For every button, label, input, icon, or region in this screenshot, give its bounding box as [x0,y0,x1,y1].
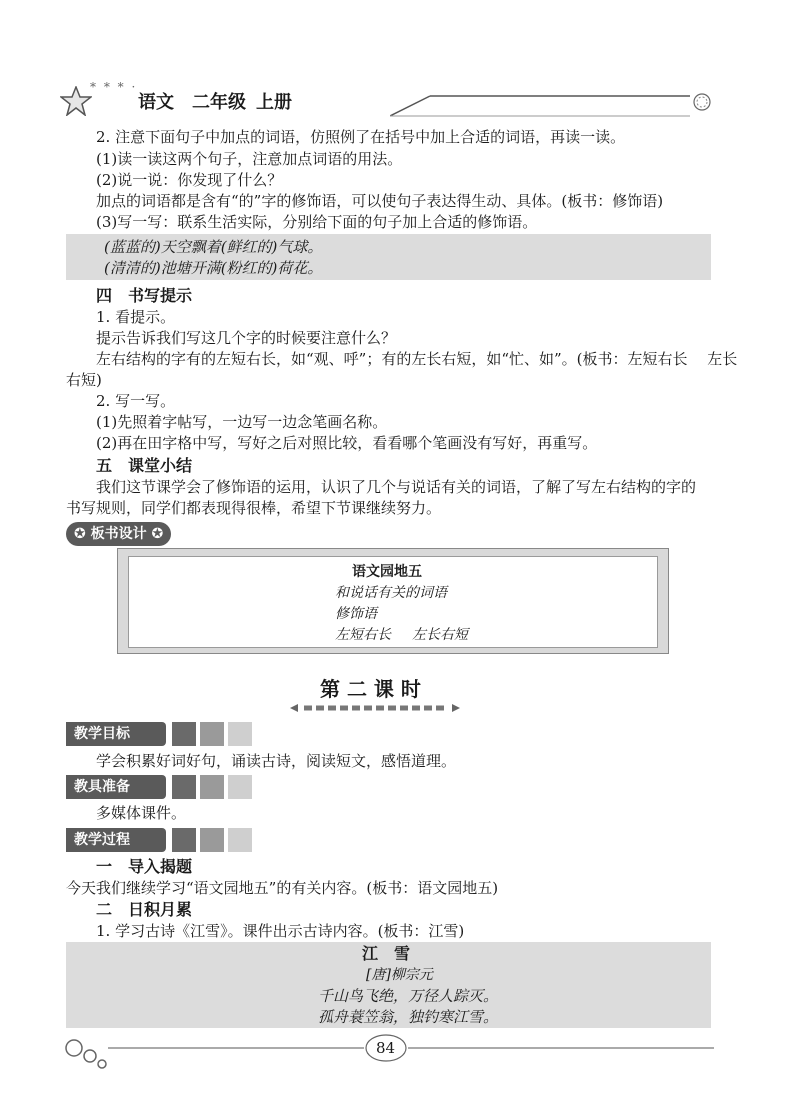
lesson2-s1-heading: 一 导入揭题 [96,857,193,876]
goal-label: 教学目标 [66,722,166,746]
board-title: 语文园地五 [352,564,422,580]
label-square [200,722,224,746]
lesson2-title: 第 二 课 时 [320,677,421,701]
exercise2-step2: (2)说一说：你发现了什么？ [96,171,283,189]
lesson2-s1-text: 今天我们继续学习“语文园地五”的有关内容。(板书：语文园地五) [66,879,499,897]
section4-item2: 2. 写一写。 [96,392,176,410]
exercise2-explain: 加点的词语都是含有“的”字的修饰语，可以使句子表达得生动、具体。(板书：修饰语) [96,192,664,210]
example-line: (蓝蓝的)天空飘着(鲜红的)气球。 [104,238,323,256]
process-label: 教学过程 [66,828,166,852]
star-icon [60,86,92,116]
label-square [228,775,252,799]
exercise2-step1: (1)读一读这两个句子，注意加点词语的用法。 [96,150,403,168]
section4-answer: 左右结构的字有的左短右长，如“观、呼”；有的左长右短，如“忙、如”。(板书：左短右长 左长 [96,350,738,368]
section4-heading: 四 书写提示 [96,286,193,305]
page-number: 84 [376,1039,396,1057]
label-square [172,828,196,852]
board-line: 和说话有关的词语 [335,585,447,601]
label-square [200,828,224,852]
poem-line: 孤舟蓑笠翁，独钓寒江雪。 [318,1008,499,1026]
poem-title: 江 雪 [362,944,411,963]
label-square [200,775,224,799]
title-underline [290,702,460,716]
lesson2-s2-heading: 二 日积月累 [96,900,193,919]
section5-para: 我们这节课学会了修饰语的运用，认识了几个与说话有关的词语，了解了写左右结构的字的 [96,478,697,496]
label-square [172,722,196,746]
exercise2-step3: (3)写一写：联系生活实际，分别给下面的句子加上合适的修饰语。 [96,213,538,231]
lesson2-s2-item: 1. 学习古诗《江雪》。课件出示古诗内容。(板书：江雪) [96,922,465,940]
poem-line: 千山鸟飞绝，万径人踪灭。 [318,987,499,1005]
header-grade: 二年级 [192,92,246,113]
board-line: 修饰语 [335,606,377,622]
section5-para-cont: 书写规则，同学们都表现得很棒，希望下节课继续努力。 [66,499,442,517]
section4-step2: (2)再在田字格中写，写好之后对照比较，看看哪个笔画没有写好，再重写。 [96,434,598,452]
section4-answer-cont: 右短) [66,371,102,389]
dots-decoration: * * * · [90,80,138,94]
board-design-label-text: 板书设计 [90,526,147,542]
example-line: (清清的)池塘开满(粉红的)荷花。 [104,259,323,277]
header-volume: 上册 [256,92,292,113]
header-rule [390,88,720,118]
goal-text: 学会积累好词好句，诵读古诗，阅读短文，感悟道理。 [96,752,457,770]
label-square [228,828,252,852]
poem-author: [唐]柳宗元 [366,967,433,983]
section4-question: 提示告诉我们写这几个字的时候要注意什么？ [96,329,397,347]
board-line: 左短右长 [335,627,391,643]
board-design-label [66,522,171,546]
label-square [228,722,252,746]
label-square [172,775,196,799]
board-line: 左长右短 [412,627,468,643]
header-subject: 语文 [138,92,174,113]
section4-item1: 1. 看提示。 [96,308,176,326]
exercise2-title: 2. 注意下面句子中加点的词语，仿照例了在括号中加上合适的词语，再读一读。 [96,128,626,146]
section5-heading: 五 课堂小结 [96,456,193,475]
star-icon: ✪ [151,526,164,542]
section4-step1: (1)先照着字帖写，一边写一边念笔画名称。 [96,413,388,431]
star-icon: ✪ [74,526,86,542]
prep-text: 多媒体课件。 [96,804,187,822]
prep-label: 教具准备 [66,775,166,799]
page-header [60,78,720,118]
